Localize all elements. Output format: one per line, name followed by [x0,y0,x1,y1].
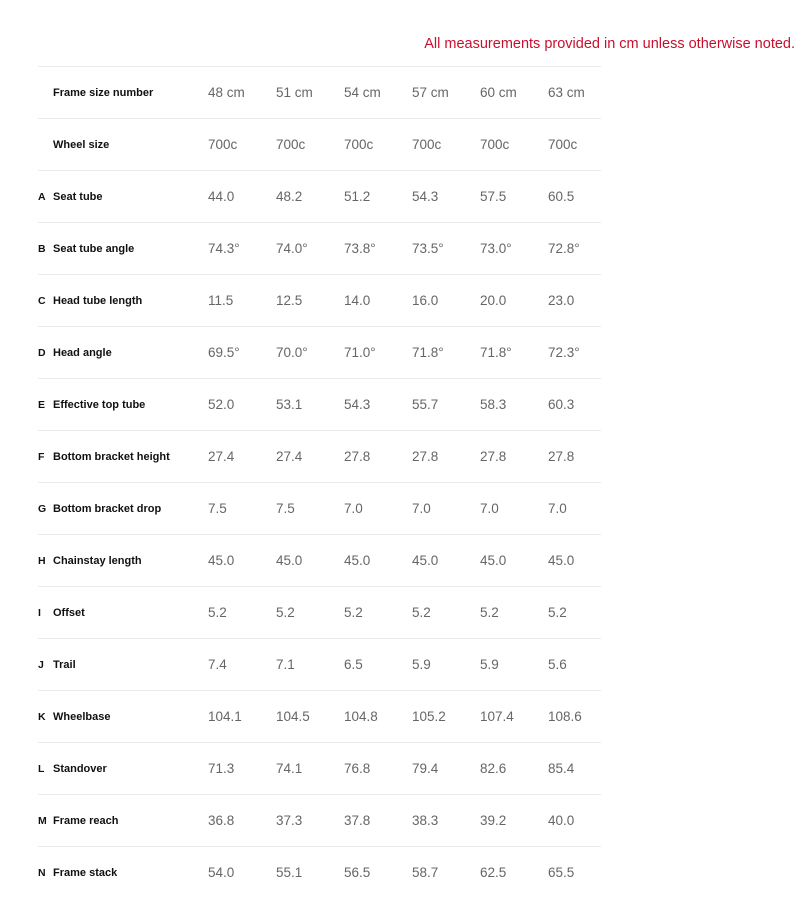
size-value-cell: 5.2 [276,587,344,639]
size-value-cell: 55.1 [276,847,344,898]
size-value-cell: 76.8 [344,743,412,795]
size-value-cell: 54.0 [208,847,276,898]
table-row [38,847,601,898]
size-value-cell: 39.2 [480,795,548,847]
size-value-cell: 51 cm [276,67,344,119]
size-value-cell: 52.0 [208,379,276,431]
row-letter: N [38,847,53,898]
row-letter [38,67,53,119]
size-value-cell: 7.0 [480,483,548,535]
row-letter: G [38,483,53,535]
size-value-cell: 27.8 [480,431,548,483]
size-value-cell: 700c [276,119,344,171]
size-value-cell: 105.2 [412,691,480,743]
size-value-cell: 70.0° [276,327,344,379]
size-value-cell: 53.1 [276,379,344,431]
row-letter: A [38,171,53,223]
size-value-cell: 27.4 [208,431,276,483]
size-value-cell: 108.6 [548,691,601,743]
size-value-cell: 27.8 [548,431,601,483]
row-label: Effective top tube [53,379,208,431]
table-row [38,223,601,275]
row-label: Trail [53,639,208,691]
row-label: Chainstay length [53,535,208,587]
row-letter: M [38,795,53,847]
table-row [38,379,601,431]
row-letter: L [38,743,53,795]
measurement-note: All measurements provided in cm unless otherwise noted. [424,36,795,52]
row-label: Bottom bracket height [53,431,208,483]
size-value-cell: 5.2 [208,587,276,639]
size-value-cell: 72.8° [548,223,601,275]
size-value-cell: 5.6 [548,639,601,691]
size-value-cell: 27.8 [412,431,480,483]
size-value-cell: 7.5 [276,483,344,535]
table-row [38,119,601,171]
size-value-cell: 62.5 [480,847,548,898]
row-letter: H [38,535,53,587]
size-value-cell: 55.7 [412,379,480,431]
size-value-cell: 57 cm [412,67,480,119]
row-label: Head angle [53,327,208,379]
size-value-cell: 7.5 [208,483,276,535]
size-value-cell: 74.0° [276,223,344,275]
size-value-cell: 58.7 [412,847,480,898]
size-value-cell: 58.3 [480,379,548,431]
size-value-cell: 40.0 [548,795,601,847]
size-value-cell: 74.1 [276,743,344,795]
size-value-cell: 60.3 [548,379,601,431]
size-value-cell: 7.0 [412,483,480,535]
size-value-cell: 7.1 [276,639,344,691]
row-label: Bottom bracket drop [53,483,208,535]
size-value-cell: 73.0° [480,223,548,275]
size-value-cell: 74.3° [208,223,276,275]
size-value-cell: 48.2 [276,171,344,223]
size-value-cell: 85.4 [548,743,601,795]
table-row [38,691,601,743]
size-value-cell: 104.1 [208,691,276,743]
size-value-cell: 5.2 [412,587,480,639]
row-letter [38,119,53,171]
size-value-cell: 37.8 [344,795,412,847]
size-value-cell: 45.0 [208,535,276,587]
row-label: Wheelbase [53,691,208,743]
row-letter: D [38,327,53,379]
size-value-cell: 82.6 [480,743,548,795]
size-value-cell: 23.0 [548,275,601,327]
size-value-cell: 700c [208,119,276,171]
size-value-cell: 11.5 [208,275,276,327]
size-value-cell: 37.3 [276,795,344,847]
size-value-cell: 700c [548,119,601,171]
size-value-cell: 5.2 [548,587,601,639]
row-label: Frame size number [53,67,208,119]
table-row [38,327,601,379]
row-letter: F [38,431,53,483]
geometry-table-body [38,67,601,898]
size-value-cell: 54.3 [344,379,412,431]
table-row [38,171,601,223]
size-value-cell: 5.2 [344,587,412,639]
size-value-cell: 45.0 [548,535,601,587]
row-letter: C [38,275,53,327]
size-value-cell: 45.0 [344,535,412,587]
row-label: Seat tube angle [53,223,208,275]
size-value-cell: 104.8 [344,691,412,743]
table-row [38,535,601,587]
size-value-cell: 6.5 [344,639,412,691]
size-value-cell: 63 cm [548,67,601,119]
size-value-cell: 73.8° [344,223,412,275]
size-value-cell: 72.3° [548,327,601,379]
size-value-cell: 60.5 [548,171,601,223]
table-row [38,639,601,691]
geometry-table [38,66,601,898]
size-value-cell: 7.4 [208,639,276,691]
size-value-cell: 44.0 [208,171,276,223]
table-row [38,275,601,327]
row-label: Offset [53,587,208,639]
row-label: Frame reach [53,795,208,847]
table-row [38,587,601,639]
size-value-cell: 57.5 [480,171,548,223]
table-row [38,67,601,119]
size-value-cell: 7.0 [548,483,601,535]
row-letter: K [38,691,53,743]
size-value-cell: 79.4 [412,743,480,795]
size-value-cell: 45.0 [276,535,344,587]
row-letter: E [38,379,53,431]
size-value-cell: 60 cm [480,67,548,119]
size-value-cell: 5.2 [480,587,548,639]
size-value-cell: 700c [480,119,548,171]
row-label: Head tube length [53,275,208,327]
size-value-cell: 14.0 [344,275,412,327]
size-value-cell: 71.3 [208,743,276,795]
size-value-cell: 48 cm [208,67,276,119]
row-letter: I [38,587,53,639]
size-value-cell: 12.5 [276,275,344,327]
size-value-cell: 71.0° [344,327,412,379]
size-value-cell: 7.0 [344,483,412,535]
size-value-cell: 56.5 [344,847,412,898]
size-value-cell: 5.9 [480,639,548,691]
size-value-cell: 27.4 [276,431,344,483]
size-value-cell: 51.2 [344,171,412,223]
size-value-cell: 71.8° [412,327,480,379]
row-label: Wheel size [53,119,208,171]
size-value-cell: 54.3 [412,171,480,223]
size-value-cell: 36.8 [208,795,276,847]
size-value-cell: 71.8° [480,327,548,379]
size-value-cell: 38.3 [412,795,480,847]
size-value-cell: 20.0 [480,275,548,327]
size-value-cell: 73.5° [412,223,480,275]
size-value-cell: 700c [344,119,412,171]
size-value-cell: 54 cm [344,67,412,119]
row-label: Seat tube [53,171,208,223]
size-value-cell: 69.5° [208,327,276,379]
size-value-cell: 16.0 [412,275,480,327]
size-value-cell: 65.5 [548,847,601,898]
table-row [38,483,601,535]
size-value-cell: 45.0 [480,535,548,587]
size-value-cell: 700c [412,119,480,171]
table-row [38,743,601,795]
size-value-cell: 45.0 [412,535,480,587]
size-value-cell: 27.8 [344,431,412,483]
size-value-cell: 5.9 [412,639,480,691]
row-label: Standover [53,743,208,795]
row-label: Frame stack [53,847,208,898]
size-value-cell: 107.4 [480,691,548,743]
size-value-cell: 104.5 [276,691,344,743]
table-row [38,431,601,483]
table-row [38,795,601,847]
row-letter: B [38,223,53,275]
row-letter: J [38,639,53,691]
